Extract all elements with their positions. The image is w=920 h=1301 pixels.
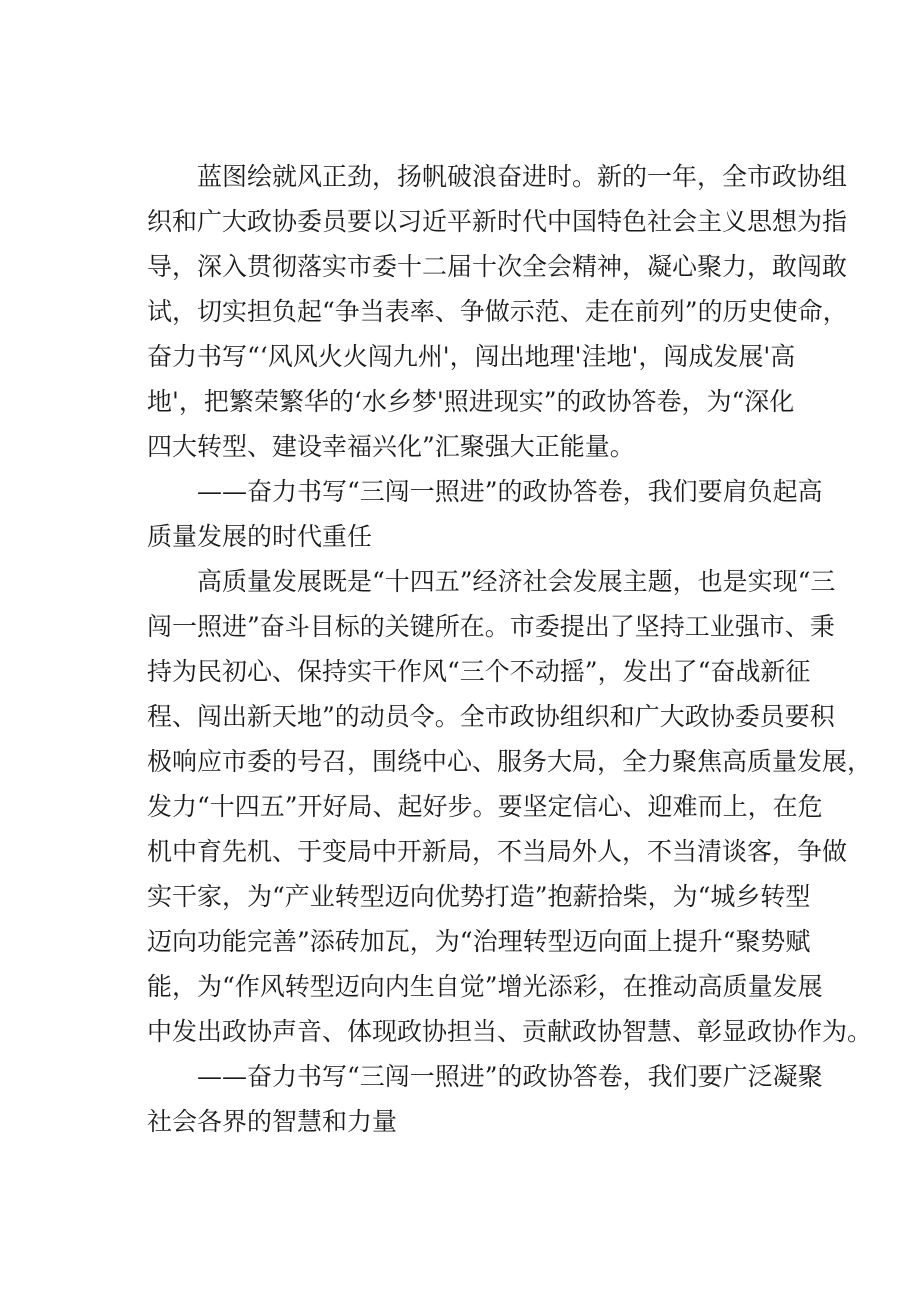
section-heading-2-line-1: ——奋力书写“三闯一照进”的政协答卷，我们要广泛凝聚: [197, 1062, 823, 1091]
paragraph-2-line-4: 程、闯出新天地”的动员令。全市政协组织和广大政协委员要积: [147, 702, 835, 731]
paragraph-2-line-1: 高质量发展既是“十四五”经济社会发展主题，也是实现“三: [197, 567, 836, 596]
paragraph-2-line-9: 迈向功能完善”添砖加瓦，为“治理转型迈向面上提升“聚势赋: [147, 927, 811, 956]
section-heading-2-line-2: 社会各界的智慧和力量: [147, 1107, 398, 1136]
paragraph-2-line-8: 实干家，为“产业转型迈向优势打造”抱薪拾柴，为“城乡转型: [147, 882, 811, 911]
paragraph-1-line-4: 试，切实担负起“争当表率、争做示范、走在前列”的历史使命，: [147, 297, 848, 326]
paragraph-1-line-1: 蓝图绘就风正劲，扬帆破浪奋进时。新的一年，全市政协组: [197, 162, 848, 191]
section-heading-1-line-1: ——奋力书写“三闯一照进”的政协答卷，我们要肩负起高: [197, 477, 823, 506]
paragraph-2-line-5: 极响应市委的号召，围绕中心、服务大局，全力聚焦高质量发展，: [147, 747, 873, 776]
paragraph-1-line-5: 奋力书写“‘风风火火闯九州'，闯出地理'洼地'，闯成发展'高: [147, 342, 796, 371]
paragraph-2-line-2: 闯一照进”奋斗目标的关键所在。市委提出了坚持工业强市、秉: [147, 612, 835, 641]
paragraph-2-line-3: 持为民初心、保持实干作风“三个不动摇”，发出了“奋战新征: [147, 657, 811, 686]
paragraph-2-line-10: 能，为“作风转型迈向内生自觉”增光添彩，在推动高质量发展: [147, 972, 823, 1001]
paragraph-1-line-3: 导，深入贯彻落实市委十二届十次全会精神，凝心聚力，敢闯敢: [147, 252, 848, 281]
paragraph-1-line-6: 地'，把繁荣繁华的‘水乡梦'照进现实”的政协答卷，为“深化: [147, 387, 795, 416]
paragraph-2-line-6: 发力“十四五”开好局、起好步。要坚定信心、迎难而上，在危: [147, 792, 823, 821]
section-heading-1-line-2: 质量发展的时代重任: [147, 522, 373, 551]
paragraph-2-line-11: 中发出政协声音、体现政协担当、贡献政协智慧、彰显政协作为。: [147, 1017, 873, 1046]
paragraph-1-line-7: 四大转型、建设幸福兴化”汇聚强大正能量。: [147, 432, 635, 461]
paragraph-2-line-7: 机中育先机、于变局中开新局，不当局外人，不当清谈客，争做: [147, 837, 848, 866]
paragraph-1-line-2: 织和广大政协委员要以习近平新时代中国特色社会主义思想为指: [147, 207, 848, 236]
